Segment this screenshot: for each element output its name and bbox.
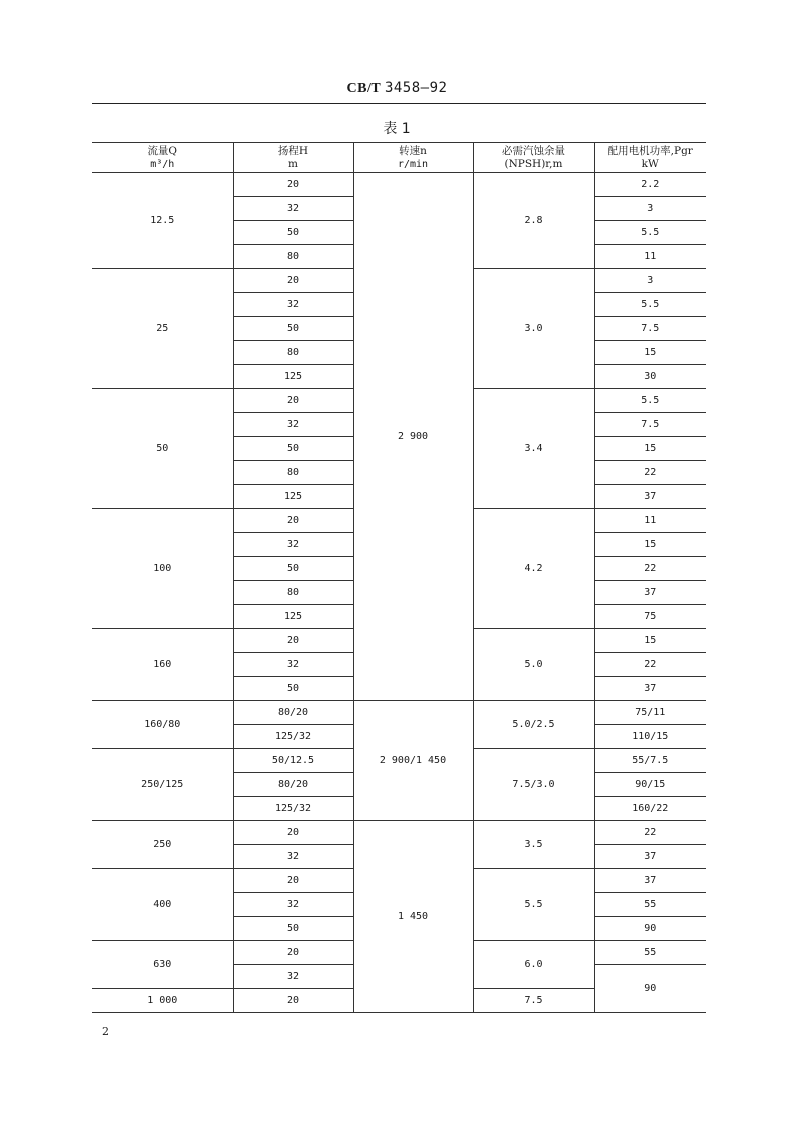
power-cell: 22	[594, 653, 706, 677]
power-cell: 15	[594, 533, 706, 557]
power-cell: 5.5	[594, 389, 706, 413]
head-cell: 32	[233, 413, 353, 437]
head-cell: 20	[233, 629, 353, 653]
head-cell: 20	[233, 821, 353, 845]
head-cell: 20	[233, 269, 353, 293]
power-cell: 5.5	[594, 221, 706, 245]
flow-cell: 100	[92, 509, 233, 629]
power-cell: 37	[594, 581, 706, 605]
power-cell: 2.2	[594, 173, 706, 197]
head-cell: 80	[233, 581, 353, 605]
flow-cell: 160/80	[92, 701, 233, 749]
col-header-power-name: 配用电机功率,Pgr	[607, 144, 693, 157]
head-cell: 50	[233, 437, 353, 461]
power-cell: 7.5	[594, 413, 706, 437]
head-cell: 50	[233, 557, 353, 581]
table-caption: 表 1	[383, 121, 411, 137]
speed-cell: 1 450	[353, 821, 473, 1013]
head-cell: 125/32	[233, 725, 353, 749]
flow-cell: 250/125	[92, 749, 233, 821]
head-cell: 80	[233, 245, 353, 269]
power-cell: 37	[594, 677, 706, 701]
header-rule	[92, 103, 706, 104]
col-header-flow-unit: m³/h	[150, 158, 175, 170]
col-header-speed	[353, 143, 473, 173]
pump-spec-table	[92, 142, 706, 1013]
power-cell: 5.5	[594, 293, 706, 317]
npsh-cell: 5.0/2.5	[473, 701, 594, 749]
power-cell: 7.5	[594, 317, 706, 341]
power-cell: 15	[594, 437, 706, 461]
flow-cell: 12.5	[92, 173, 233, 269]
head-cell: 32	[233, 965, 353, 989]
head-cell: 50	[233, 677, 353, 701]
power-cell: 75/11	[594, 701, 706, 725]
npsh-cell: 5.5	[473, 869, 594, 941]
head-cell: 125/32	[233, 797, 353, 821]
head-cell: 50/12.5	[233, 749, 353, 773]
power-cell: 90/15	[594, 773, 706, 797]
table-row	[92, 173, 706, 197]
power-cell: 22	[594, 557, 706, 581]
head-cell: 50	[233, 317, 353, 341]
head-cell: 32	[233, 845, 353, 869]
head-cell: 20	[233, 509, 353, 533]
col-header-flow-name: 流量Q	[147, 144, 178, 157]
power-cell: 37	[594, 869, 706, 893]
head-cell: 32	[233, 653, 353, 677]
flow-cell: 25	[92, 269, 233, 389]
power-cell: 22	[594, 461, 706, 485]
power-cell: 55	[594, 893, 706, 917]
power-cell: 11	[594, 509, 706, 533]
head-cell: 32	[233, 197, 353, 221]
power-cell: 15	[594, 341, 706, 365]
head-cell: 20	[233, 173, 353, 197]
head-cell: 20	[233, 989, 353, 1013]
col-header-head-unit: m	[288, 157, 298, 170]
head-cell: 32	[233, 893, 353, 917]
power-cell: 55/7.5	[594, 749, 706, 773]
table-row	[92, 701, 706, 725]
standard-code: CB/T	[346, 81, 381, 96]
head-cell: 80	[233, 341, 353, 365]
flow-cell: 160	[92, 629, 233, 701]
table-row	[92, 821, 706, 845]
speed-cell: 2 900/1 450	[353, 701, 473, 821]
head-cell: 80/20	[233, 773, 353, 797]
flow-cell: 250	[92, 821, 233, 869]
npsh-cell: 3.0	[473, 269, 594, 389]
head-cell: 50	[233, 917, 353, 941]
power-cell: 15	[594, 629, 706, 653]
col-header-power-unit: kW	[641, 157, 659, 170]
npsh-cell: 3.4	[473, 389, 594, 509]
power-cell: 90	[594, 917, 706, 941]
power-cell: 37	[594, 845, 706, 869]
col-header-power	[594, 143, 706, 173]
col-header-npsh-unit: (NPSH)r,m	[504, 157, 563, 170]
col-header-speed-unit: r/min	[397, 158, 429, 170]
head-cell: 20	[233, 941, 353, 965]
npsh-cell: 4.2	[473, 509, 594, 629]
power-cell: 30	[594, 365, 706, 389]
flow-cell: 400	[92, 869, 233, 941]
head-cell: 125	[233, 485, 353, 509]
head-cell: 125	[233, 365, 353, 389]
flow-cell: 50	[92, 389, 233, 509]
power-cell: 3	[594, 269, 706, 293]
head-cell: 32	[233, 293, 353, 317]
col-header-head-name: 扬程H	[277, 144, 309, 157]
flow-cell: 630	[92, 941, 233, 989]
head-cell: 20	[233, 869, 353, 893]
flow-cell: 1 000	[92, 989, 233, 1013]
npsh-cell: 5.0	[473, 629, 594, 701]
page-number: 2	[102, 1025, 109, 1038]
power-cell: 160/22	[594, 797, 706, 821]
head-cell: 20	[233, 389, 353, 413]
head-cell: 80	[233, 461, 353, 485]
power-cell: 37	[594, 485, 706, 509]
col-header-npsh	[473, 143, 594, 173]
standard-number: 3458—92	[384, 80, 448, 96]
npsh-cell: 2.8	[473, 173, 594, 269]
standard-header	[0, 80, 794, 97]
col-header-head	[233, 143, 353, 173]
power-cell: 75	[594, 605, 706, 629]
npsh-cell: 6.0	[473, 941, 594, 989]
npsh-cell: 7.5	[473, 989, 594, 1013]
col-header-npsh-name: 必需汽蚀余量	[502, 144, 565, 157]
head-cell: 125	[233, 605, 353, 629]
col-header-speed-name: 转速n	[399, 144, 427, 157]
power-cell: 110/15	[594, 725, 706, 749]
power-cell: 11	[594, 245, 706, 269]
power-cell: 3	[594, 197, 706, 221]
head-cell: 80/20	[233, 701, 353, 725]
speed-cell: 2 900	[353, 173, 473, 701]
npsh-cell: 3.5	[473, 821, 594, 869]
head-cell: 32	[233, 533, 353, 557]
header-row	[92, 143, 706, 173]
col-header-flow	[92, 143, 233, 173]
power-cell: 55	[594, 941, 706, 965]
head-cell: 50	[233, 221, 353, 245]
power-cell: 90	[594, 965, 706, 1013]
power-cell: 22	[594, 821, 706, 845]
npsh-cell: 7.5/3.0	[473, 749, 594, 821]
